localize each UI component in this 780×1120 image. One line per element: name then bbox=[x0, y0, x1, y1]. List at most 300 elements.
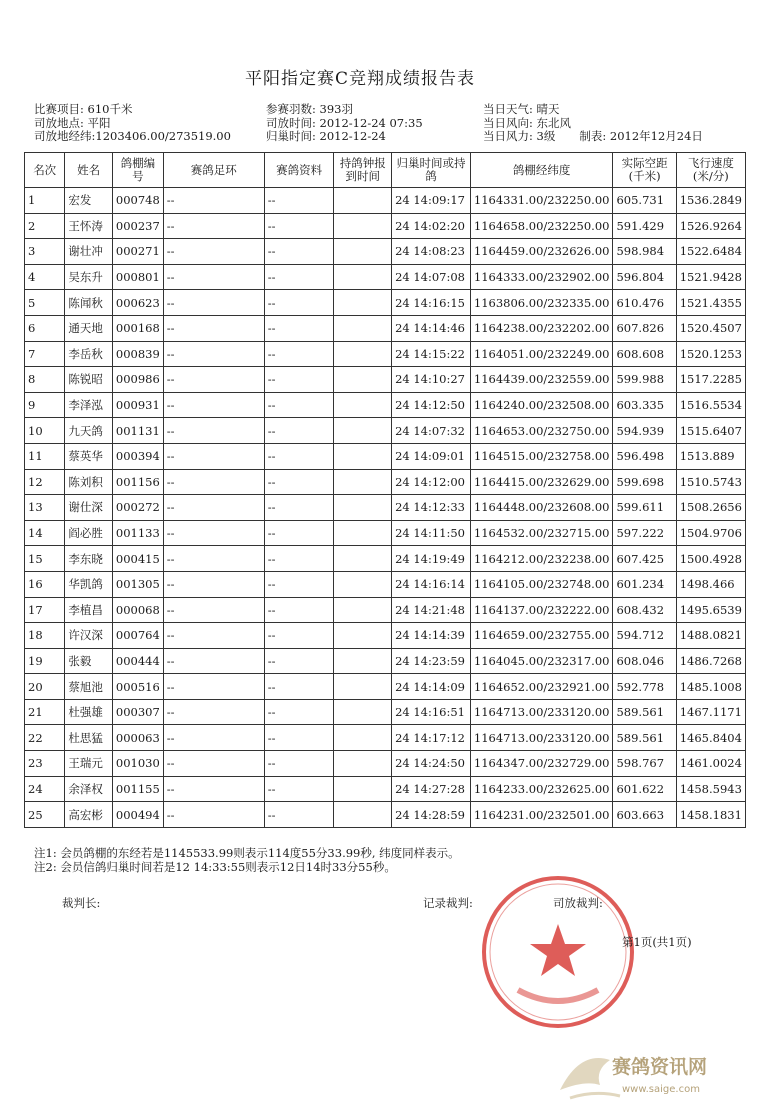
col-coords: 鸽棚经纬度 bbox=[470, 153, 613, 188]
cell-ring: -- bbox=[163, 239, 264, 265]
cell-clock bbox=[334, 392, 392, 418]
cell-rank: 6 bbox=[25, 315, 65, 341]
cell-info: -- bbox=[264, 392, 334, 418]
cell-info: -- bbox=[264, 597, 334, 623]
cell-name: 宏发 bbox=[65, 188, 112, 214]
cell-ring: -- bbox=[163, 495, 264, 521]
table-row bbox=[25, 213, 746, 239]
cell-ring: -- bbox=[163, 802, 264, 828]
cell-name: 谢壮冲 bbox=[65, 239, 112, 265]
cell-name: 阎必胜 bbox=[65, 520, 112, 546]
cell-info: -- bbox=[264, 623, 334, 649]
cell-ring: -- bbox=[163, 623, 264, 649]
cell-rank: 10 bbox=[25, 418, 65, 444]
cell-ring: -- bbox=[163, 188, 264, 214]
cell-rank: 8 bbox=[25, 367, 65, 393]
table-row bbox=[25, 290, 746, 316]
table-row bbox=[25, 597, 746, 623]
cell-distance: 596.498 bbox=[613, 443, 676, 469]
cell-rank: 20 bbox=[25, 674, 65, 700]
cell-speed: 1467.1171 bbox=[676, 699, 745, 725]
release-time: 司放时间: 2012-12-24 07:35 bbox=[266, 115, 423, 130]
table-row bbox=[25, 418, 746, 444]
cell-loft: 000168 bbox=[112, 315, 163, 341]
cell-loft: 000801 bbox=[112, 264, 163, 290]
cell-clock bbox=[334, 495, 392, 521]
cell-distance: 599.988 bbox=[613, 367, 676, 393]
cell-coords: 1164713.00/233120.00 bbox=[470, 699, 613, 725]
cell-rank: 1 bbox=[25, 188, 65, 214]
cell-speed: 1517.2285 bbox=[676, 367, 745, 393]
cell-ring: -- bbox=[163, 571, 264, 597]
cell-arrival: 24 14:14:46 bbox=[392, 315, 471, 341]
cell-info: -- bbox=[264, 495, 334, 521]
cell-ring: -- bbox=[163, 469, 264, 495]
cell-clock bbox=[334, 341, 392, 367]
cell-loft: 000237 bbox=[112, 213, 163, 239]
cell-arrival: 24 14:16:15 bbox=[392, 290, 471, 316]
cell-distance: 594.939 bbox=[613, 418, 676, 444]
cell-coords: 1164233.00/232625.00 bbox=[470, 776, 613, 802]
cell-distance: 608.046 bbox=[613, 648, 676, 674]
cell-clock bbox=[334, 469, 392, 495]
cell-coords: 1164333.00/232902.00 bbox=[470, 264, 613, 290]
cell-rank: 23 bbox=[25, 751, 65, 777]
cell-speed: 1520.4507 bbox=[676, 315, 745, 341]
cell-speed: 1458.5943 bbox=[676, 776, 745, 802]
cell-coords: 1164532.00/232715.00 bbox=[470, 520, 613, 546]
cell-loft: 000748 bbox=[112, 188, 163, 214]
cell-coords: 1164439.00/232559.00 bbox=[470, 367, 613, 393]
cell-speed: 1500.4928 bbox=[676, 546, 745, 572]
cell-coords: 1164459.00/232626.00 bbox=[470, 239, 613, 265]
cell-rank: 22 bbox=[25, 725, 65, 751]
watermark-url: www.saige.com bbox=[622, 1084, 700, 1095]
report-title: 平阳指定赛C竞翔成绩报告表 bbox=[244, 69, 475, 89]
cell-clock bbox=[334, 315, 392, 341]
cell-coords: 1163806.00/232335.00 bbox=[470, 290, 613, 316]
cell-rank: 21 bbox=[25, 699, 65, 725]
cell-name: 王怀涛 bbox=[65, 213, 112, 239]
cell-clock bbox=[334, 802, 392, 828]
cell-loft: 000394 bbox=[112, 443, 163, 469]
table-row bbox=[25, 571, 746, 597]
race-meta bbox=[34, 103, 754, 144]
cell-info: -- bbox=[264, 648, 334, 674]
cell-name: 蔡旭池 bbox=[65, 674, 112, 700]
table-header-row bbox=[25, 153, 746, 188]
cell-arrival: 24 14:07:32 bbox=[392, 418, 471, 444]
cell-rank: 24 bbox=[25, 776, 65, 802]
cell-clock bbox=[334, 418, 392, 444]
table-row bbox=[25, 315, 746, 341]
cell-speed: 1504.9706 bbox=[676, 520, 745, 546]
cell-coords: 1164652.00/232921.00 bbox=[470, 674, 613, 700]
cell-loft: 000272 bbox=[112, 495, 163, 521]
cell-distance: 610.476 bbox=[613, 290, 676, 316]
cell-distance: 608.608 bbox=[613, 341, 676, 367]
cell-arrival: 24 14:19:49 bbox=[392, 546, 471, 572]
results-table bbox=[24, 152, 746, 828]
cell-ring: -- bbox=[163, 213, 264, 239]
cell-coords: 1164415.00/232629.00 bbox=[470, 469, 613, 495]
cell-arrival: 24 14:23:59 bbox=[392, 648, 471, 674]
cell-distance: 608.432 bbox=[613, 597, 676, 623]
cell-info: -- bbox=[264, 776, 334, 802]
cell-speed: 1458.1831 bbox=[676, 802, 745, 828]
cell-coords: 1164448.00/232608.00 bbox=[470, 495, 613, 521]
table-row bbox=[25, 341, 746, 367]
return-time: 归巢时间: 2012-12-24 bbox=[266, 129, 386, 143]
cell-coords: 1164212.00/232238.00 bbox=[470, 546, 613, 572]
table-row bbox=[25, 648, 746, 674]
cell-info: -- bbox=[264, 469, 334, 495]
cell-loft: 000931 bbox=[112, 392, 163, 418]
cell-name: 杜强雄 bbox=[65, 699, 112, 725]
cell-arrival: 24 14:16:51 bbox=[392, 699, 471, 725]
cell-clock bbox=[334, 264, 392, 290]
cell-distance: 603.335 bbox=[613, 392, 676, 418]
cell-rank: 25 bbox=[25, 802, 65, 828]
cell-info: -- bbox=[264, 520, 334, 546]
record-judge-label: 记录裁判: bbox=[423, 896, 473, 910]
cell-arrival: 24 14:17:12 bbox=[392, 725, 471, 751]
cell-clock bbox=[334, 571, 392, 597]
cell-distance: 589.561 bbox=[613, 699, 676, 725]
cell-name: 蔡英华 bbox=[65, 443, 112, 469]
cell-arrival: 24 14:12:33 bbox=[392, 495, 471, 521]
cell-distance: 598.767 bbox=[613, 751, 676, 777]
cell-name: 李植昌 bbox=[65, 597, 112, 623]
wind-direction: 当日风向: 东北风 bbox=[483, 115, 572, 130]
cell-arrival: 24 14:12:00 bbox=[392, 469, 471, 495]
cell-rank: 11 bbox=[25, 443, 65, 469]
cell-name: 王瑞元 bbox=[65, 751, 112, 777]
cell-info: -- bbox=[264, 290, 334, 316]
cell-info: -- bbox=[264, 418, 334, 444]
cell-ring: -- bbox=[163, 699, 264, 725]
cell-name: 陈闻秋 bbox=[65, 290, 112, 316]
cell-coords: 1164231.00/232501.00 bbox=[470, 802, 613, 828]
notes bbox=[34, 846, 460, 874]
col-info: 赛鸽资料 bbox=[264, 153, 334, 188]
cell-clock bbox=[334, 443, 392, 469]
cell-info: -- bbox=[264, 264, 334, 290]
cell-info: -- bbox=[264, 188, 334, 214]
note-1: 注1: 会员鸽棚的东经若是1145533.99则表示114度55分33.99秒, 纬度同样表示。 bbox=[34, 846, 460, 860]
cell-loft: 000415 bbox=[112, 546, 163, 572]
cell-clock bbox=[334, 290, 392, 316]
weather: 当日天气: 晴天 bbox=[483, 102, 560, 116]
cell-speed: 1510.5743 bbox=[676, 469, 745, 495]
cell-arrival: 24 14:14:09 bbox=[392, 674, 471, 700]
table-row bbox=[25, 674, 746, 700]
cell-speed: 1486.7268 bbox=[676, 648, 745, 674]
cell-loft: 000623 bbox=[112, 290, 163, 316]
cell-coords: 1164240.00/232508.00 bbox=[470, 392, 613, 418]
table-body bbox=[25, 188, 746, 828]
cell-distance: 591.429 bbox=[613, 213, 676, 239]
table-row bbox=[25, 443, 746, 469]
cell-rank: 17 bbox=[25, 597, 65, 623]
cell-ring: -- bbox=[163, 290, 264, 316]
cell-clock bbox=[334, 597, 392, 623]
cell-speed: 1495.6539 bbox=[676, 597, 745, 623]
cell-arrival: 24 14:21:48 bbox=[392, 597, 471, 623]
table-row bbox=[25, 495, 746, 521]
cell-distance: 601.234 bbox=[613, 571, 676, 597]
cell-speed: 1521.4355 bbox=[676, 290, 745, 316]
cell-distance: 607.425 bbox=[613, 546, 676, 572]
cell-clock bbox=[334, 776, 392, 802]
cell-name: 陈刘积 bbox=[65, 469, 112, 495]
cell-arrival: 24 14:15:22 bbox=[392, 341, 471, 367]
cell-loft: 001305 bbox=[112, 571, 163, 597]
cell-name: 李泽泓 bbox=[65, 392, 112, 418]
col-speed: 飞行速度(米/分) bbox=[676, 153, 745, 188]
cell-loft: 000444 bbox=[112, 648, 163, 674]
cell-speed: 1522.6484 bbox=[676, 239, 745, 265]
cell-name: 李东晓 bbox=[65, 546, 112, 572]
cell-distance: 589.561 bbox=[613, 725, 676, 751]
cell-arrival: 24 14:10:27 bbox=[392, 367, 471, 393]
cell-loft: 000516 bbox=[112, 674, 163, 700]
cell-clock bbox=[334, 520, 392, 546]
cell-rank: 13 bbox=[25, 495, 65, 521]
cell-clock bbox=[334, 623, 392, 649]
cell-ring: -- bbox=[163, 725, 264, 751]
cell-loft: 001131 bbox=[112, 418, 163, 444]
cell-distance: 599.698 bbox=[613, 469, 676, 495]
cell-loft: 000986 bbox=[112, 367, 163, 393]
table-row bbox=[25, 623, 746, 649]
cell-speed: 1520.1253 bbox=[676, 341, 745, 367]
cell-arrival: 24 14:27:28 bbox=[392, 776, 471, 802]
cell-speed: 1513.889 bbox=[676, 443, 745, 469]
cell-rank: 15 bbox=[25, 546, 65, 572]
cell-coords: 1164051.00/232249.00 bbox=[470, 341, 613, 367]
cell-speed: 1465.8404 bbox=[676, 725, 745, 751]
cell-clock bbox=[334, 725, 392, 751]
cell-arrival: 24 14:07:08 bbox=[392, 264, 471, 290]
cell-rank: 14 bbox=[25, 520, 65, 546]
cell-speed: 1461.0024 bbox=[676, 751, 745, 777]
cell-arrival: 24 14:12:50 bbox=[392, 392, 471, 418]
cell-clock bbox=[334, 367, 392, 393]
cell-clock bbox=[334, 751, 392, 777]
cell-info: -- bbox=[264, 213, 334, 239]
cell-clock bbox=[334, 213, 392, 239]
cell-name: 杜思猛 bbox=[65, 725, 112, 751]
cell-distance: 592.778 bbox=[613, 674, 676, 700]
watermark-text: 赛鸽资讯网 bbox=[612, 1056, 708, 1078]
cell-ring: -- bbox=[163, 597, 264, 623]
cell-loft: 000063 bbox=[112, 725, 163, 751]
cell-distance: 599.611 bbox=[613, 495, 676, 521]
cell-arrival: 24 14:09:17 bbox=[392, 188, 471, 214]
table-row bbox=[25, 392, 746, 418]
table-row bbox=[25, 751, 746, 777]
table-row bbox=[25, 520, 746, 546]
cell-arrival: 24 14:16:14 bbox=[392, 571, 471, 597]
cell-ring: -- bbox=[163, 367, 264, 393]
cell-coords: 1164238.00/232202.00 bbox=[470, 315, 613, 341]
cell-loft: 001155 bbox=[112, 776, 163, 802]
cell-ring: -- bbox=[163, 418, 264, 444]
col-clock: 持鸽钟报到时间 bbox=[334, 153, 392, 188]
chief-judge-label: 裁判长: bbox=[62, 896, 101, 910]
cell-arrival: 24 14:28:59 bbox=[392, 802, 471, 828]
cell-speed: 1515.6407 bbox=[676, 418, 745, 444]
cell-loft: 000839 bbox=[112, 341, 163, 367]
cell-ring: -- bbox=[163, 674, 264, 700]
col-name: 姓名 bbox=[65, 153, 112, 188]
cell-distance: 607.826 bbox=[613, 315, 676, 341]
cell-info: -- bbox=[264, 341, 334, 367]
cell-loft: 000307 bbox=[112, 699, 163, 725]
cell-loft: 000764 bbox=[112, 623, 163, 649]
cell-ring: -- bbox=[163, 520, 264, 546]
cell-coords: 1164347.00/232729.00 bbox=[470, 751, 613, 777]
cell-speed: 1521.9428 bbox=[676, 264, 745, 290]
cell-info: -- bbox=[264, 725, 334, 751]
cell-speed: 1488.0821 bbox=[676, 623, 745, 649]
table-row bbox=[25, 546, 746, 572]
cell-clock bbox=[334, 546, 392, 572]
cell-loft: 001133 bbox=[112, 520, 163, 546]
cell-arrival: 24 14:11:50 bbox=[392, 520, 471, 546]
cell-name: 张毅 bbox=[65, 648, 112, 674]
cell-rank: 19 bbox=[25, 648, 65, 674]
cell-coords: 1164659.00/232755.00 bbox=[470, 623, 613, 649]
cell-ring: -- bbox=[163, 264, 264, 290]
cell-ring: -- bbox=[163, 751, 264, 777]
cell-name: 九天鸽 bbox=[65, 418, 112, 444]
cell-arrival: 24 14:02:20 bbox=[392, 213, 471, 239]
entries-count: 参赛羽数: 393羽 bbox=[266, 102, 353, 116]
cell-distance: 597.222 bbox=[613, 520, 676, 546]
cell-distance: 601.622 bbox=[613, 776, 676, 802]
cell-name: 许汉深 bbox=[65, 623, 112, 649]
cell-info: -- bbox=[264, 443, 334, 469]
cell-clock bbox=[334, 239, 392, 265]
table-row bbox=[25, 699, 746, 725]
cell-ring: -- bbox=[163, 392, 264, 418]
cell-rank: 4 bbox=[25, 264, 65, 290]
page-number: 第1页(共1页) bbox=[622, 935, 692, 949]
cell-name: 吴东升 bbox=[65, 264, 112, 290]
table-row bbox=[25, 802, 746, 828]
cell-info: -- bbox=[264, 239, 334, 265]
cell-name: 通天地 bbox=[65, 315, 112, 341]
cell-coords: 1164515.00/232758.00 bbox=[470, 443, 613, 469]
cell-clock bbox=[334, 699, 392, 725]
cell-coords: 1164105.00/232748.00 bbox=[470, 571, 613, 597]
table-row bbox=[25, 367, 746, 393]
cell-coords: 1164653.00/232750.00 bbox=[470, 418, 613, 444]
cell-info: -- bbox=[264, 367, 334, 393]
cell-clock bbox=[334, 648, 392, 674]
wind-force: 当日风力: 3级 bbox=[483, 129, 556, 143]
cell-ring: -- bbox=[163, 776, 264, 802]
cell-rank: 5 bbox=[25, 290, 65, 316]
cell-info: -- bbox=[264, 802, 334, 828]
cell-arrival: 24 14:14:39 bbox=[392, 623, 471, 649]
table-row bbox=[25, 239, 746, 265]
cell-info: -- bbox=[264, 571, 334, 597]
cell-arrival: 24 14:24:50 bbox=[392, 751, 471, 777]
cell-clock bbox=[334, 188, 392, 214]
cell-rank: 16 bbox=[25, 571, 65, 597]
cell-info: -- bbox=[264, 546, 334, 572]
table-row bbox=[25, 725, 746, 751]
cell-name: 余泽权 bbox=[65, 776, 112, 802]
cell-speed: 1508.2656 bbox=[676, 495, 745, 521]
cell-ring: -- bbox=[163, 443, 264, 469]
cell-loft: 000494 bbox=[112, 802, 163, 828]
dispatch-judge-label: 司放裁判: bbox=[553, 896, 603, 910]
drawn-date: 制表: 2012年12月24日 bbox=[579, 129, 703, 143]
cell-name: 华凯鸽 bbox=[65, 571, 112, 597]
cell-rank: 3 bbox=[25, 239, 65, 265]
col-rank: 名次 bbox=[25, 153, 65, 188]
cell-coords: 1164137.00/232222.00 bbox=[470, 597, 613, 623]
release-place: 司放地点: 平阳 bbox=[34, 115, 111, 130]
release-coords: 司放地经纬:1203406.00/273519.00 bbox=[34, 129, 231, 143]
cell-info: -- bbox=[264, 315, 334, 341]
cell-arrival: 24 14:09:01 bbox=[392, 443, 471, 469]
cell-distance: 603.663 bbox=[613, 802, 676, 828]
cell-info: -- bbox=[264, 674, 334, 700]
cell-ring: -- bbox=[163, 341, 264, 367]
cell-distance: 594.712 bbox=[613, 623, 676, 649]
table-row bbox=[25, 264, 746, 290]
cell-loft: 001156 bbox=[112, 469, 163, 495]
cell-speed: 1485.1008 bbox=[676, 674, 745, 700]
cell-rank: 7 bbox=[25, 341, 65, 367]
table-row bbox=[25, 776, 746, 802]
cell-rank: 18 bbox=[25, 623, 65, 649]
cell-info: -- bbox=[264, 751, 334, 777]
cell-arrival: 24 14:08:23 bbox=[392, 239, 471, 265]
cell-speed: 1498.466 bbox=[676, 571, 745, 597]
cell-coords: 1164658.00/232250.00 bbox=[470, 213, 613, 239]
cell-loft: 000271 bbox=[112, 239, 163, 265]
cell-speed: 1526.9264 bbox=[676, 213, 745, 239]
cell-loft: 001030 bbox=[112, 751, 163, 777]
cell-speed: 1536.2849 bbox=[676, 188, 745, 214]
cell-name: 陈锐昭 bbox=[65, 367, 112, 393]
cell-distance: 598.984 bbox=[613, 239, 676, 265]
cell-clock bbox=[334, 674, 392, 700]
cell-rank: 2 bbox=[25, 213, 65, 239]
cell-distance: 596.804 bbox=[613, 264, 676, 290]
wind-force-and-date bbox=[483, 130, 743, 144]
cell-coords: 1164045.00/232317.00 bbox=[470, 648, 613, 674]
cell-ring: -- bbox=[163, 546, 264, 572]
cell-name: 李岳秋 bbox=[65, 341, 112, 367]
col-loft: 鸽棚编号 bbox=[112, 153, 163, 188]
cell-coords: 1164713.00/233120.00 bbox=[470, 725, 613, 751]
race-item: 比赛项目: 610千米 bbox=[34, 102, 133, 116]
cell-ring: -- bbox=[163, 315, 264, 341]
note-2: 注2: 会员信鸽归巢时间若是12 14:33:55则表示12日14时33分55秒。 bbox=[34, 860, 396, 874]
col-distance: 实际空距(千米) bbox=[613, 153, 676, 188]
cell-distance: 605.731 bbox=[613, 188, 676, 214]
cell-info: -- bbox=[264, 699, 334, 725]
cell-rank: 12 bbox=[25, 469, 65, 495]
cell-speed: 1516.5534 bbox=[676, 392, 745, 418]
